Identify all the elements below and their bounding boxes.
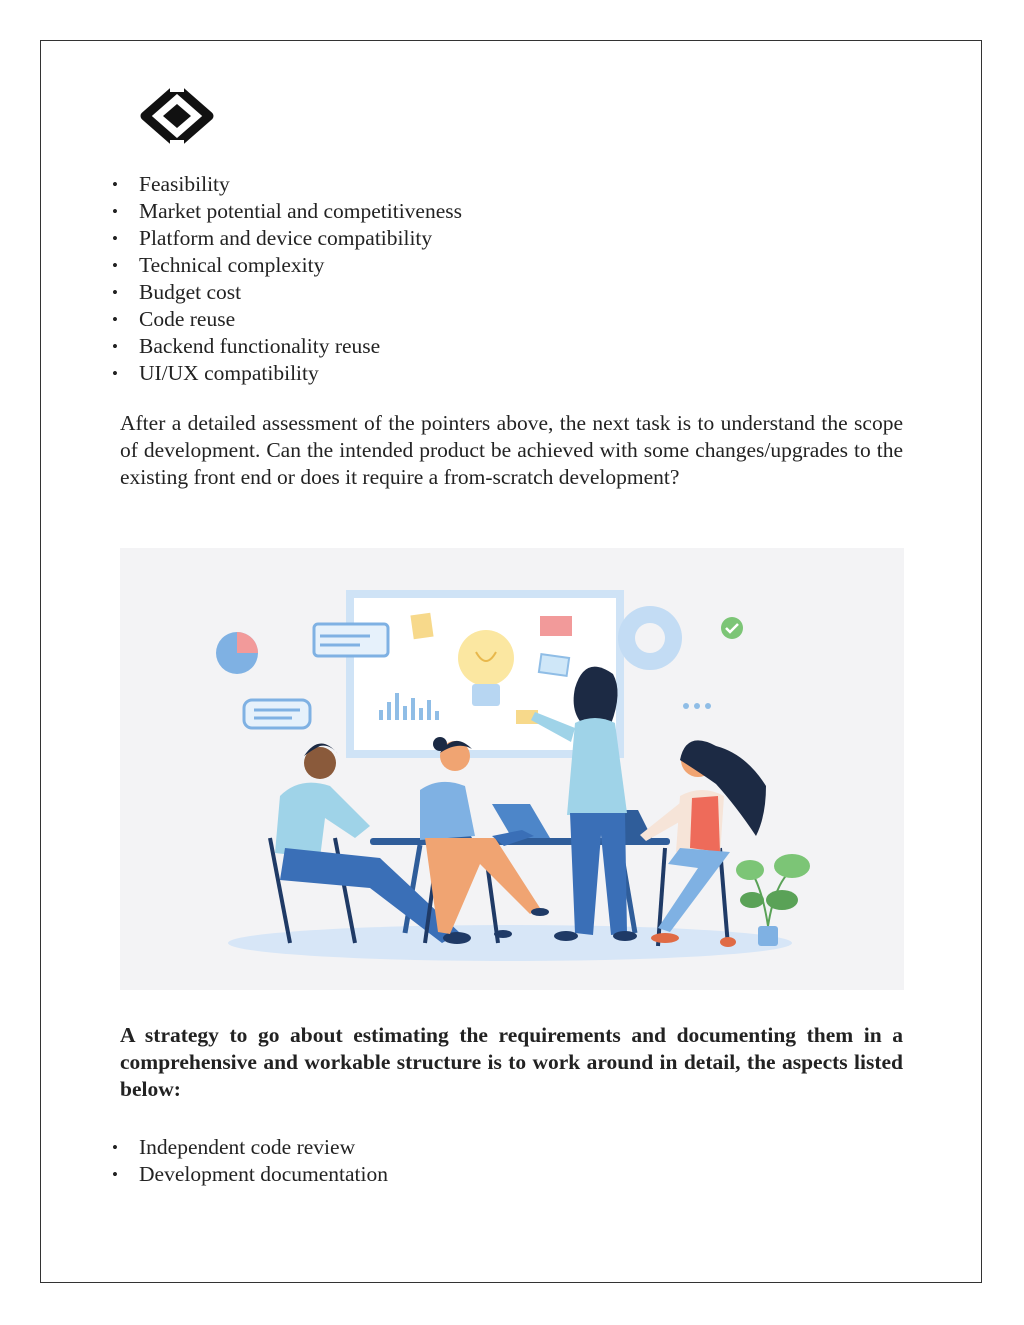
list-item: • Technical complexity <box>139 252 462 279</box>
aspects-list <box>139 1134 388 1188</box>
list-item: • Development documentation <box>139 1161 388 1188</box>
list-item: • Independent code review <box>139 1134 388 1161</box>
list-item: • Platform and device compatibility <box>139 225 462 252</box>
brand-logo <box>140 84 214 148</box>
list-item: • Market potential and competitiveness <box>139 198 462 225</box>
list-item: • UI/UX compatibility <box>139 360 462 387</box>
team-meeting-illustration <box>120 548 904 990</box>
list-item: • Budget cost <box>139 279 462 306</box>
list-item: • Feasibility <box>139 171 462 198</box>
list-item: • Backend functionality reuse <box>139 333 462 360</box>
feasibility-factors-list <box>139 171 462 387</box>
list-item: • Code reuse <box>139 306 462 333</box>
assessment-paragraph: After a detailed assessment of the pointers above, the next task is to understand the scope of development. Can the intended product be achieved with some changes/upgrades to the existing front end or does it require a from-scratch development? <box>120 411 903 489</box>
strategy-paragraph: A strategy to go about estimating the requirements and documenting them in a comprehensive and workable structure is to work around in detail, the aspects listed below: <box>120 1023 903 1101</box>
